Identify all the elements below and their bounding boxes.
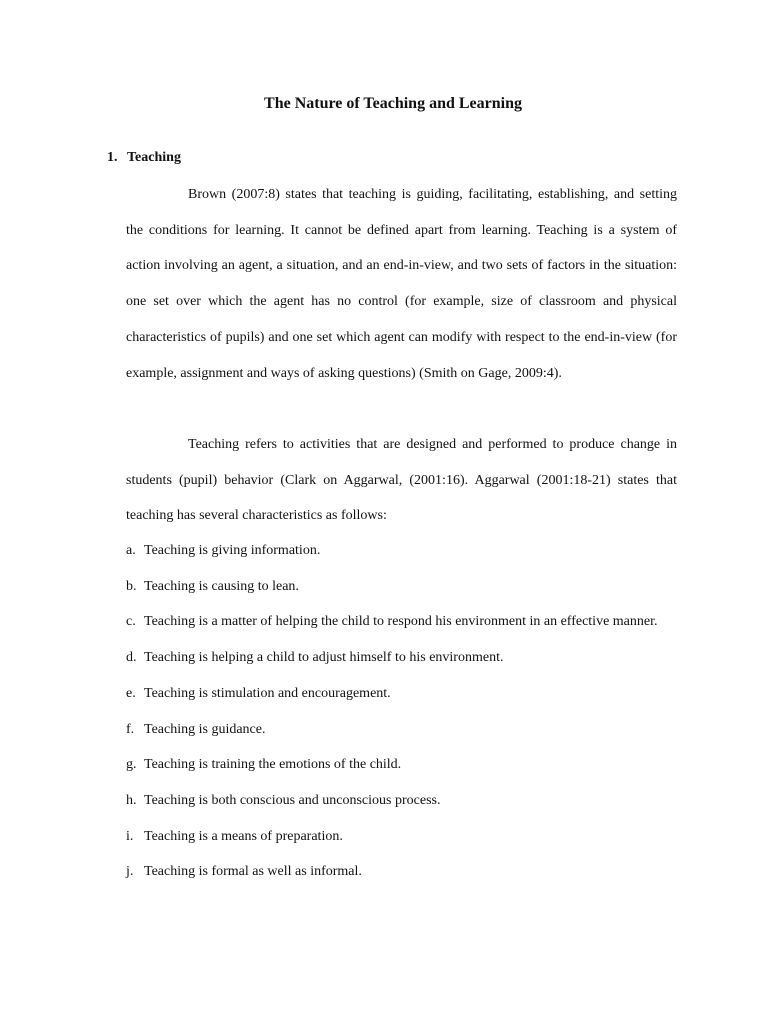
list-item-text: Teaching is giving information. — [144, 543, 321, 558]
list-item — [126, 783, 677, 819]
list-item — [126, 747, 677, 783]
list-item — [126, 640, 677, 676]
characteristics-list — [126, 533, 677, 890]
list-marker: c. — [126, 614, 136, 630]
section-heading — [107, 147, 181, 169]
list-marker: a. — [126, 543, 136, 558]
section-number: 1. — [107, 150, 118, 165]
list-item-text: Teaching is training the emotions of the child. — [144, 757, 402, 773]
list-marker: b. — [126, 578, 137, 594]
list-marker: j. — [126, 864, 134, 880]
list-marker: f. — [126, 721, 135, 737]
list-item — [126, 819, 677, 855]
list-item-text: Teaching is guidance. — [144, 721, 266, 737]
list-marker: e. — [126, 685, 136, 701]
list-marker: h. — [126, 792, 137, 808]
list-item — [126, 712, 677, 748]
list-item-text: Teaching is a matter of helping the child to respond his environment in an effective manner. — [144, 614, 658, 630]
list-marker: g. — [126, 757, 137, 773]
section-heading-text: Teaching — [127, 150, 181, 165]
list-item — [126, 854, 677, 890]
list-item — [126, 604, 677, 640]
list-item — [126, 676, 677, 712]
list-item-text: Teaching is both conscious and unconscious process. — [144, 792, 441, 808]
list-marker: i. — [126, 828, 134, 844]
list-item-text: Teaching is formal as well as informal. — [144, 864, 362, 880]
list-item-text: Teaching is a means of preparation. — [144, 828, 343, 844]
list-marker: d. — [126, 650, 137, 666]
list-item — [126, 533, 677, 569]
list-item-text: Teaching is causing to lean. — [144, 578, 299, 594]
list-item-text: Teaching is helping a child to adjust himself to his environment. — [144, 650, 504, 666]
paragraph-teaching-definition: Brown (2007:8) states that teaching is guiding, facilitating, establishing, and setting the conditions for learning. It cannot be defined apart from learning. Teaching is a system of action involving an agent, a situation, and an end-in-view, and two sets of factors in the situation: one set over which the agent has no control (for example, size of classroom and physical characteristics of pupils) and one set which agent can modify with respect to the end-in-view (for example, assignment and ways of asking questions) (Smith on Gage, 2009:4). — [126, 187, 677, 381]
list-item — [126, 569, 677, 605]
list-item-text: Teaching is stimulation and encouragement. — [144, 685, 391, 701]
paragraph-teaching-activities: Teaching refers to activities that are designed and performed to produce change in students (pupil) behavior (Clark on Aggarwal, (2001:16). Aggarwal (2001:18-21) states that teaching has several characteristics as follows: — [126, 437, 677, 524]
document-title: The Nature of Teaching and Learning — [264, 95, 522, 112]
